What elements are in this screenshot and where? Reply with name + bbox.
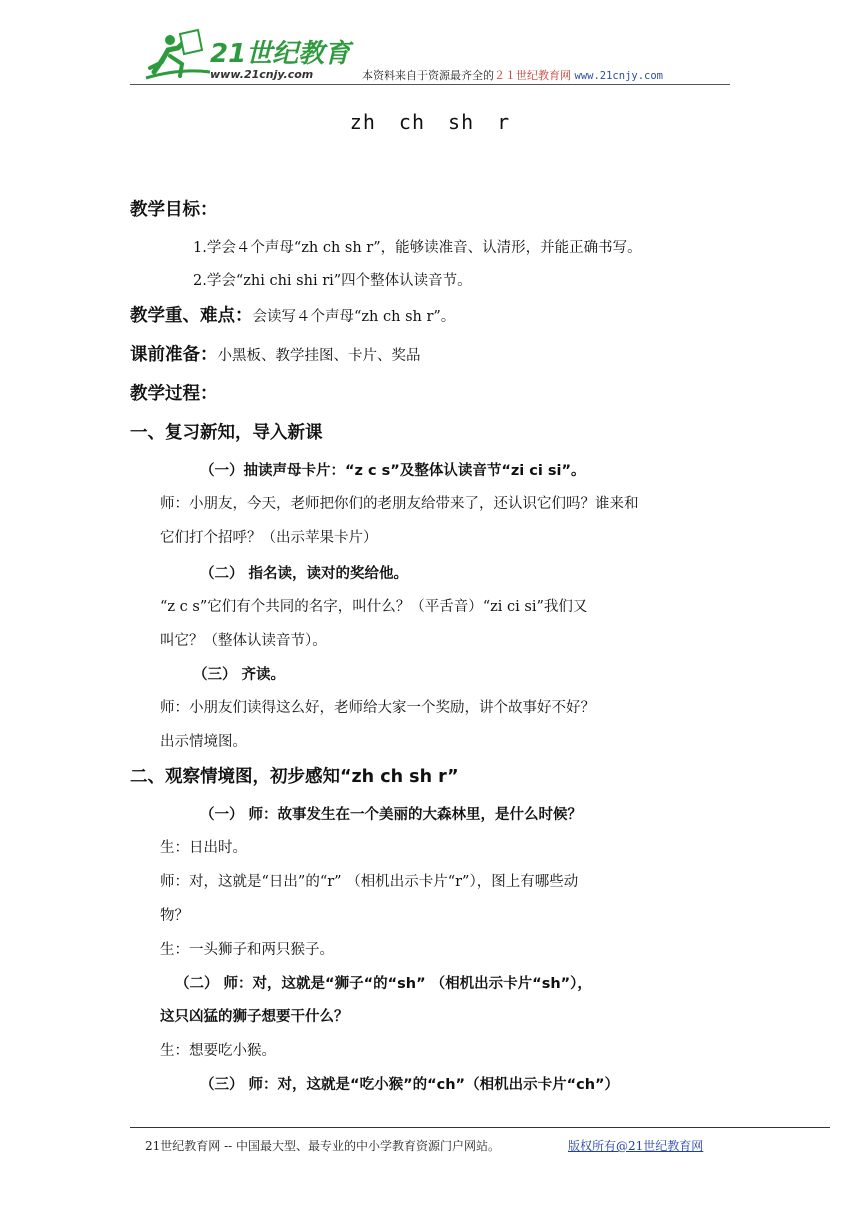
part2-step2b: 这只凶猛的狮子想要干什么？ [160,1009,349,1025]
part1-step2: （二） 指名读，读对的奖给他。 [200,566,409,582]
part1-step3: （三） 齐读。 [193,667,286,683]
part1-step1: （一）抽读声母卡片：“z c s”及整体认读音节“zi ci si”。 [200,463,586,479]
part1-text2b: 叫它？（整体认读音节）。 [160,633,327,649]
part2-step2a: （二） 师：对，这就是“狮子“的“sh” （相机出示卡片“sh”）， [175,976,592,992]
source-prefix: 本资料来自于资源最齐全的 [362,69,494,82]
preparation-line [130,345,421,366]
page-header [130,26,730,86]
part2-heading: 二、观察情境图，初步感知“zh ch sh r” [130,767,459,787]
footer-copyright-link[interactable]: 版权所有@21世纪教育网 [568,1139,704,1153]
footer-description: 21世纪教育网 -- 中国最大型、最专业的中小学教育资源门户网站。 [145,1139,501,1153]
part2-answer1: 生：日出时。 [160,840,247,856]
part1-teacher3b: 出示情境图。 [160,734,247,750]
key-points-label: 教学重、难点： [130,306,253,326]
source-name[interactable]: ２１世纪教育网 [494,69,571,82]
footer-divider [130,1127,830,1128]
key-points-text: 会读写４个声母“zh ch sh r”。 [252,309,456,325]
document-title: zh ch sh r [349,110,511,134]
part2-step3: （三） 师：对，这就是“吃小猴”的“ch”（相机出示卡片“ch”） [200,1077,620,1093]
part1-text2a: “z c s”它们有个共同的名字，叫什么？（平舌音）“zi ci si”我们又 [160,599,588,615]
runner-logo-icon [140,28,360,84]
goals-heading: 教学目标： [130,200,218,220]
preparation-text: 小黑板、教学挂图、卡片、奖品 [217,348,421,364]
part1-teacher1a: 师：小朋友，今天，老师把你们的老朋友给带来了，还认识它们吗？谁来和 [160,496,639,512]
goal-2: 2.学会“zhi chi shi ri”四个整体认读音节。 [193,273,472,289]
part2-step1: （一） 师：故事发生在一个美丽的大森林里，是什么时候？ [200,807,583,823]
process-heading: 教学过程： [130,384,218,404]
goal-1: 1.学会４个声母“zh ch sh r”，能够读准音、认清形，并能正确书写。 [193,240,642,256]
logo-text: 21世纪教育 [210,39,351,69]
logo-url: www.21cnjy.com [210,68,314,81]
part1-heading: 一、复习新知，导入新课 [130,423,323,443]
header-divider [130,84,730,85]
part2-teacher1b: 物？ [160,908,189,924]
key-points-line [130,306,455,327]
site-logo[interactable] [140,28,360,84]
part1-teacher1b: 它们打个招呼？（出示苹果卡片） [160,530,378,546]
preparation-label: 课前准备： [130,345,218,365]
part2-teacher1a: 师：对，这就是“日出”的“r” （相机出示卡片“r”），图上有哪些动 [160,874,579,890]
header-source-line [362,67,663,83]
part2-answer2: 生：一头狮子和两只猴子。 [160,942,334,958]
part1-teacher3a: 师：小朋友们读得这么好，老师给大家一个奖励，讲个故事好不好？ [160,700,595,716]
part2-answer3: 生：想要吃小猴。 [160,1043,276,1059]
source-url[interactable]: www.21cnjy.com [574,70,664,82]
